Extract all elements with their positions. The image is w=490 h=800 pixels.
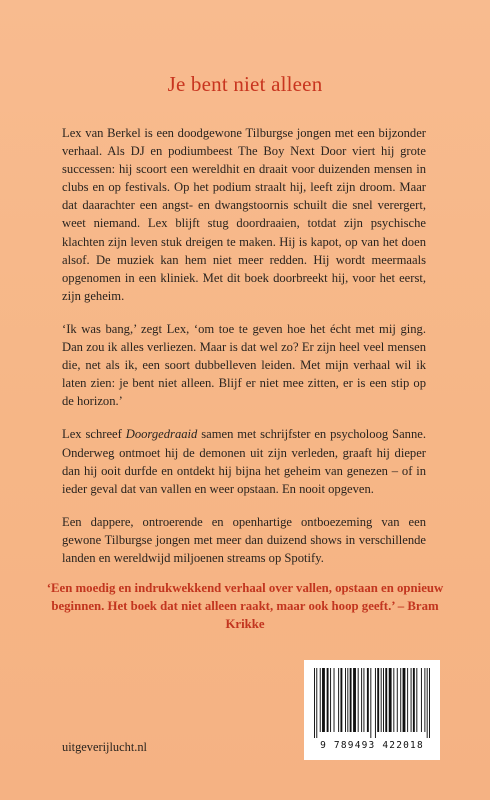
page-title: Je bent niet alleen: [167, 72, 323, 96]
barcode-bar: [397, 668, 398, 732]
barcode-bar: [389, 668, 392, 732]
paragraph-3: [62, 425, 426, 497]
barcode-bar: [367, 668, 369, 732]
barcode-bar: [350, 668, 352, 732]
paragraph-4: Een dappere, ontroerende en openhartige ontboezeming van een gewone Tilburgse jongen met meer dan duizend shows in verschillende landen en wereldwijd miljoenen streams op Spotify.: [62, 514, 426, 565]
barcode-bar: [345, 668, 346, 732]
barcode-bar: [334, 668, 335, 732]
barcode-bar: [375, 668, 376, 738]
isbn-barcode: [304, 660, 440, 760]
blurb-body: [62, 124, 426, 582]
barcode-bar: [361, 668, 362, 732]
barcode-bar: [381, 668, 382, 732]
barcode-bar: [338, 668, 339, 732]
barcode-bar: [429, 668, 430, 738]
barcode-bar: [377, 668, 379, 732]
barcode-bar: [427, 668, 428, 738]
barcode-bar: [347, 668, 348, 732]
barcode-bar: [353, 668, 356, 732]
barcode-bar: [385, 668, 387, 732]
barcode-bar: [370, 668, 371, 738]
barcode-bar: [383, 668, 384, 732]
barcode-bar: [416, 668, 417, 732]
paragraph-2: ‘Ik was bang,’ zegt Lex, ‘om toe te geven hoe het écht met mij ging. Dan zou ik alles verliezen. Maar is dat wel zo? Er zijn heel veel mensen die, net als ik, een soort dubbelleven leiden. Met mijn verhaal wil ik laten zien: je bent niet alleen. Blijf er niet mee zitten, er is een stip op de horizon.’: [62, 321, 426, 409]
barcode-bar: [327, 668, 329, 732]
barcode-bar: [330, 668, 331, 732]
barcode-bar: [320, 668, 321, 732]
paragraph-3-after: samen met schrijfster en psycholoog Sanne. Onderweg ontmoet hij de demonen uit zijn verleden, graaft hij dieper dan hij ooit durfde en ontdekt hij bijna het geheim van genezen – of in ieder geval dat van vallen en weer opstaan. En nooit opgeven.: [62, 427, 427, 496]
barcode-bar: [316, 668, 317, 738]
barcode-bar: [424, 668, 425, 732]
barcode-bar: [340, 668, 342, 732]
book-title-italic: Doorgedraaid: [125, 427, 198, 442]
isbn-digits: 9 789493 422018: [320, 740, 424, 751]
paragraph-1: Lex van Berkel is een doodgewone Tilburgse jongen met een bijzonder verhaal. Als DJ en podiumbeest The Boy Next Door viert hij grote successen: hij scoort een wereldhit en draait voor duizenden mensen in clubs en op festivals. Op het podium straalt hij, leeft zijn droom. Maar dat daarachter een angst- en dwangstoornis schuilt die snel verergert, weet niemand. Lex blijft stug doordraaien, totdat zijn psychische klachten zijn leven stuk dreigen te maken. Hij is kapot, op van het doen alsof. De muziek kan hem niet meer redden. Hij wordt meermaals opgenomen in een kliniek. Met dit boek doorbreekt hij, voor het eerst, zijn geheim.: [62, 126, 426, 303]
barcode-bar: [363, 668, 364, 732]
barcode-bar: [407, 668, 408, 732]
barcode-bar: [322, 668, 325, 732]
paragraph-3-before: Lex schreef: [62, 427, 126, 442]
barcode-bar: [358, 668, 359, 732]
barcode-bar: [400, 668, 401, 732]
barcode-bar: [413, 668, 415, 732]
endorsement-quote: ‘Een moedig en indrukwekkend verhaal over vallen, opstaan en opnieuw beginnen. Het boek dat niet alleen raakt, maar ook hoop geeft.’ – Bram Krikke: [46, 581, 444, 631]
publisher-website[interactable]: uitgeverijlucht.nl: [62, 740, 147, 754]
barcode-bar: [411, 668, 412, 732]
barcode-bar: [314, 668, 315, 738]
barcode-bars: [312, 668, 432, 738]
barcode-bar: [403, 668, 406, 732]
barcode-bar: [421, 668, 422, 732]
barcode-bar: [393, 668, 394, 732]
